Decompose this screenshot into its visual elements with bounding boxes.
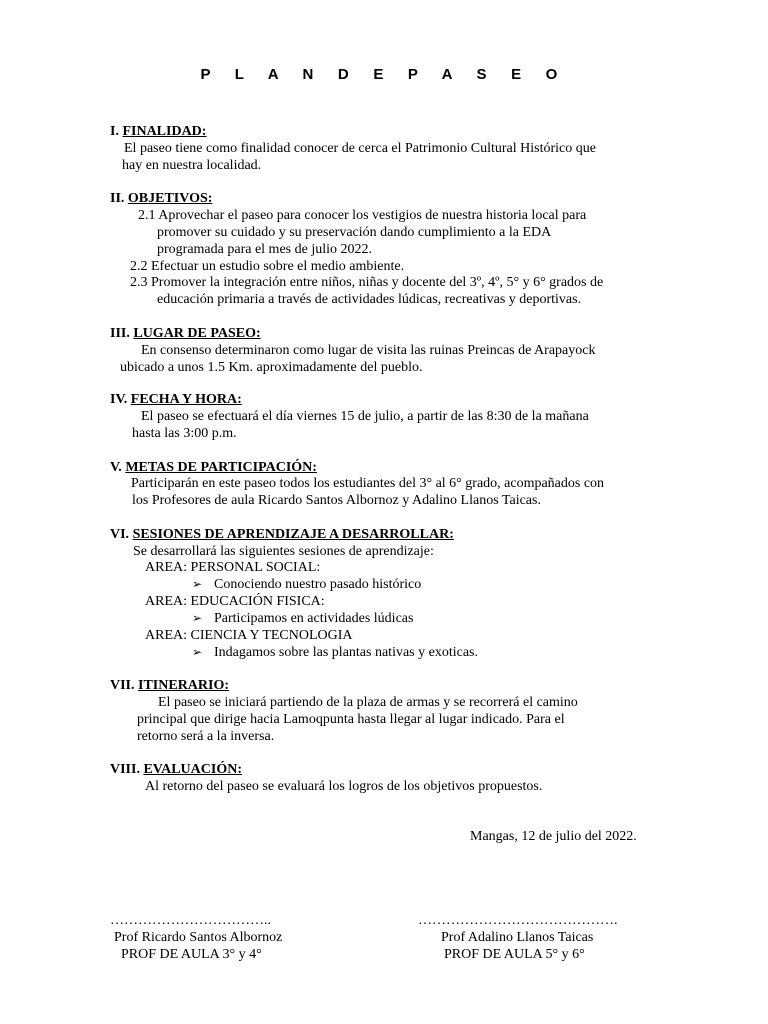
objective-item-3-cont: educación primaria a través de actividades lúdicas, recreativas y deportivas. (157, 292, 582, 307)
signature-line: ……………………………………. (418, 913, 618, 928)
signer-role: PROF DE AULA 5° y 6° (444, 947, 585, 962)
section-heading-itinerario (110, 677, 229, 694)
itinerario-text-line: retorno será a la inversa. (137, 729, 275, 744)
section-title: ITINERARIO: (138, 678, 230, 693)
arrow-bullet-icon: ➢ (192, 611, 203, 625)
arrow-bullet-icon: ➢ (192, 577, 203, 591)
itinerario-text-line: El paseo se iniciará partiendo de la plaza de armas y se recorrerá el camino (158, 695, 578, 710)
signer-role: PROF DE AULA 3° y 4° (121, 947, 262, 962)
fecha-text-line: El paseo se efectuará el día viernes 15 de julio, a partir de las 8:30 de la mañana (141, 409, 589, 424)
session-bullet-item (192, 610, 413, 627)
session-title: Indagamos sobre las plantas nativas y exoticas. (214, 645, 478, 660)
metas-text-line: los Profesores de aula Ricardo Santos Albornoz y Adalino Llanos Taicas. (132, 493, 541, 508)
signature-line: …………………………….. (110, 913, 271, 928)
page-title: P L A N D E P A S E O (200, 66, 568, 83)
section-title: SESIONES DE APRENDIZAJE A DESARROLLAR: (132, 527, 454, 542)
section-title: LUGAR DE PASEO: (133, 326, 261, 341)
metas-text-line: Participarán en este paseo todos los estudiantes del 3° al 6° grado, acompañados con (131, 476, 605, 491)
session-bullet-item (192, 644, 478, 661)
section-number: I. (110, 124, 119, 139)
section-title: METAS DE PARTICIPACIÓN: (125, 460, 317, 475)
section-heading-objetivos (110, 190, 212, 207)
section-number: III. (110, 326, 130, 341)
sesiones-intro: Se desarrollará las siguientes sesiones de aprendizaje: (133, 544, 434, 559)
section-heading-evaluacion (110, 761, 242, 778)
area-label: AREA: PERSONAL SOCIAL: (145, 560, 321, 575)
section-heading-sesiones (110, 526, 454, 543)
lugar-text-line: En consenso determinaron como lugar de visita las ruinas Preincas de Arapayock (141, 343, 596, 358)
section-heading-metas (110, 459, 317, 476)
evaluacion-text-line: Al retorno del paseo se evaluará los logros de los objetivos propuestos. (145, 779, 543, 794)
signer-name: Prof Ricardo Santos Albornoz (114, 930, 283, 945)
finalidad-text-line: El paseo tiene como finalidad conocer de cerca el Patrimonio Cultural Histórico que (124, 141, 596, 156)
section-title: OBJETIVOS: (127, 191, 213, 206)
signer-name: Prof Adalino Llanos Taicas (441, 930, 594, 945)
section-title: FINALIDAD: (122, 124, 207, 139)
objective-item-3: 2.3 Promover la integración entre niños, niñas y docente del 3º, 4º, 5° y 6° grados de (130, 275, 604, 290)
session-title: Conociendo nuestro pasado histórico (214, 577, 422, 592)
place-date: Mangas, 12 de julio del 2022. (470, 829, 637, 844)
objective-item-2: 2.2 Efectuar un estudio sobre el medio ambiente. (130, 259, 405, 274)
finalidad-text-line: hay en nuestra localidad. (122, 158, 262, 173)
itinerario-text-line: principal que dirige hacia Lamoqpunta hasta llegar al lugar indicado. Para el (137, 712, 565, 727)
fecha-text-line: hasta las 3:00 p.m. (132, 426, 237, 441)
objective-item-1: 2.1 Aprovechar el paseo para conocer los vestigios de nuestra historia local para (138, 208, 587, 223)
objective-item-1-cont: promover su cuidado y su preservación dando cumplimiento a la EDA (157, 225, 552, 240)
section-number: VIII. (110, 762, 140, 777)
section-number: VI. (110, 527, 130, 542)
section-number: II. (110, 191, 125, 206)
area-label: AREA: CIENCIA Y TECNOLOGIA (145, 628, 353, 643)
lugar-text-line: ubicado a unos 1.5 Km. aproximadamente del pueblo. (120, 360, 423, 375)
area-label: AREA: EDUCACIÓN FISICA: (145, 594, 325, 609)
objective-item-1-cont: programada para el mes de julio 2022. (157, 242, 372, 257)
session-bullet-item (192, 576, 421, 593)
section-number: V. (110, 460, 122, 475)
section-heading-fecha (110, 391, 242, 408)
section-title: FECHA Y HORA: (130, 392, 242, 407)
section-heading-lugar (110, 325, 261, 342)
section-number: IV. (110, 392, 128, 407)
arrow-bullet-icon: ➢ (192, 645, 203, 659)
session-title: Participamos en actividades lúdicas (214, 611, 414, 626)
section-number: VII. (110, 678, 135, 693)
section-title: EVALUACIÓN: (143, 762, 243, 777)
section-heading-finalidad (110, 123, 206, 140)
